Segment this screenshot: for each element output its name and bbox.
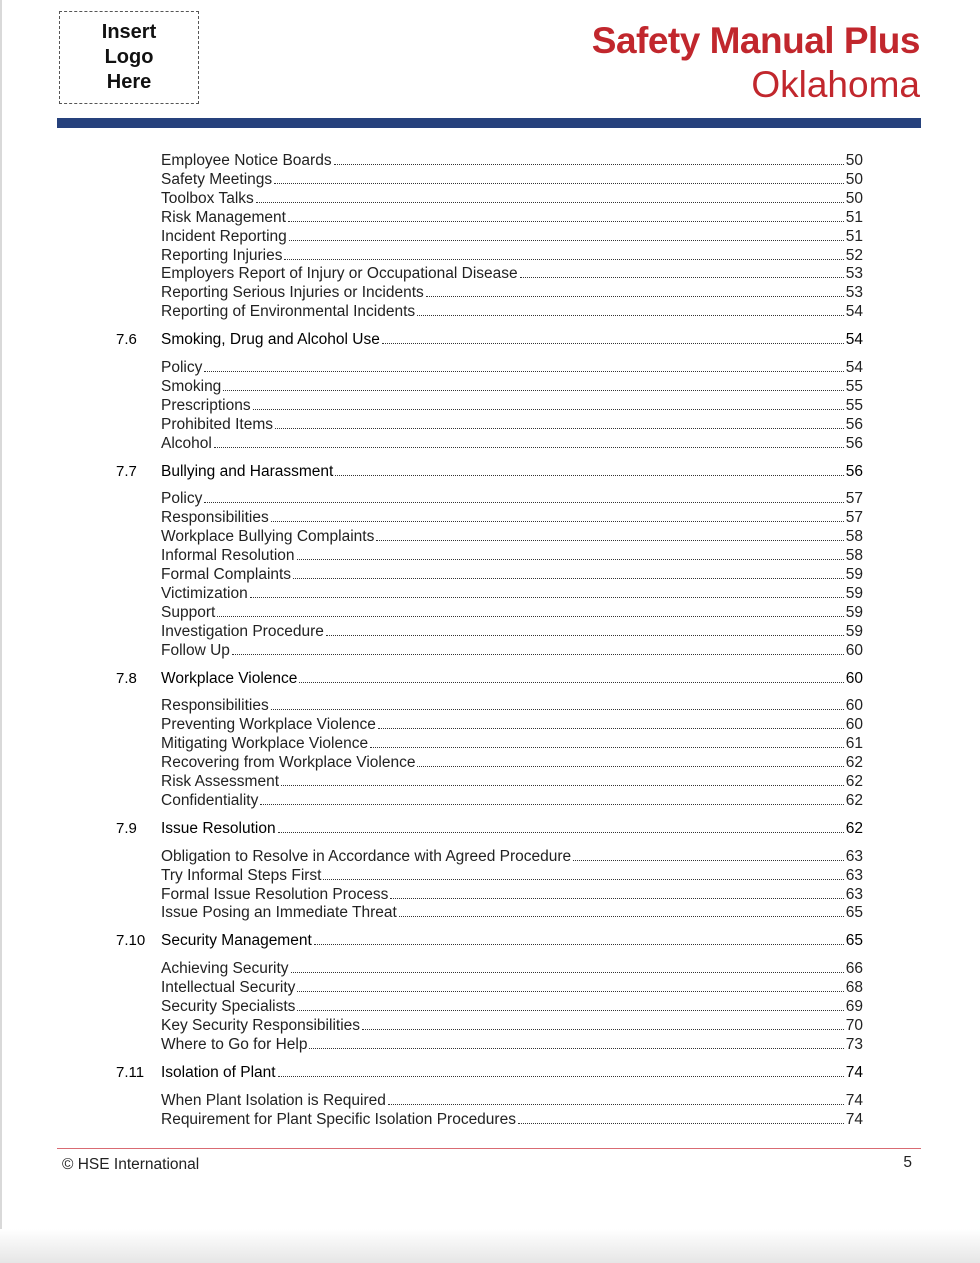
toc-entry-title: Reporting Injuries	[161, 246, 283, 264]
toc-dot-leader	[291, 972, 844, 973]
toc-entry-title: Support	[161, 603, 216, 621]
toc-dot-leader	[271, 521, 844, 522]
toc-entry[interactable]	[161, 245, 863, 265]
toc-entry-page: 57	[845, 509, 863, 527]
toc-entry-page: 59	[845, 622, 863, 640]
toc-entry[interactable]	[161, 207, 863, 227]
toc-dot-leader	[217, 616, 843, 617]
toc-entry-title: Bullying and Harassment	[161, 462, 334, 480]
toc-entry-page: 50	[845, 152, 863, 169]
toc-dot-leader	[214, 447, 844, 448]
toc-entry-page: 74	[845, 1110, 863, 1128]
toc-dot-leader	[382, 343, 844, 344]
toc-entry-title: Workplace Violence	[161, 669, 298, 687]
toc-dot-leader	[289, 240, 844, 241]
toc-entry-page: 52	[845, 246, 863, 264]
toc-dot-leader	[271, 709, 844, 710]
toc-entry[interactable]	[161, 357, 863, 377]
toc-entry[interactable]	[161, 996, 863, 1016]
logo-text-line: Here	[106, 71, 152, 93]
toc-entry[interactable]	[161, 865, 863, 885]
toc-entry[interactable]	[161, 395, 863, 415]
toc-dot-leader	[293, 578, 844, 579]
toc-entry-page: 62	[845, 773, 863, 790]
toc-dot-leader	[253, 409, 844, 410]
toc-entry-title: Smoking, Drug and Alcohol Use	[161, 331, 380, 349]
toc-entry-title: Policy	[161, 490, 203, 508]
logo-placeholder	[59, 11, 199, 104]
toc-entry[interactable]	[161, 1015, 863, 1035]
header-bar	[57, 118, 921, 128]
toc-entry-title: Prescriptions	[161, 396, 251, 414]
toc-dot-leader	[399, 916, 844, 917]
toc-entry-page: 60	[845, 697, 863, 715]
toc-entry-title: Mitigating Workplace Violence	[161, 735, 369, 753]
toc-dot-leader	[297, 991, 843, 992]
toc-entry[interactable]	[161, 902, 863, 922]
toc-section-number: 7.7	[116, 462, 137, 480]
toc-dot-leader	[297, 1010, 843, 1011]
toc-entry-page: 58	[845, 547, 863, 565]
copyright-text: © HSE International	[62, 1156, 200, 1173]
toc-entry[interactable]	[161, 169, 863, 189]
toc-dot-leader	[573, 860, 844, 861]
toc-entry[interactable]	[161, 1090, 863, 1110]
toc-entry-title: Preventing Workplace Violence	[161, 716, 376, 734]
toc-entry[interactable]	[161, 790, 863, 810]
toc-dot-leader	[518, 1123, 844, 1124]
toc-dot-leader	[417, 766, 843, 767]
toc-entry-title: Incident Reporting	[161, 227, 287, 245]
toc-entry-page: 60	[845, 641, 863, 659]
toc-entry-page: 61	[845, 735, 863, 753]
toc-section-number: 7.10	[116, 932, 146, 950]
toc-entry-page: 60	[845, 669, 863, 687]
toc-entry[interactable]	[161, 771, 863, 791]
toc-entry[interactable]	[161, 564, 863, 584]
toc-dot-leader	[335, 475, 843, 476]
toc-dot-leader	[370, 747, 844, 748]
toc-dot-leader	[256, 202, 844, 203]
toc-entry-title: Formal Issue Resolution Process	[161, 885, 389, 903]
toc-entry-page: 60	[845, 716, 863, 734]
document-title: Safety Manual Plus	[591, 20, 920, 61]
toc-entry-title: Smoking	[161, 377, 222, 395]
toc-entry-page: 56	[845, 434, 863, 452]
page-shadow	[0, 1229, 980, 1263]
toc-entry-page: 69	[845, 998, 863, 1015]
toc-entry[interactable]	[161, 376, 863, 396]
toc-dot-leader	[297, 559, 844, 560]
toc-dot-leader	[278, 1076, 844, 1077]
page-number: 5	[903, 1154, 912, 1171]
toc-entry-page: 51	[845, 208, 863, 226]
toc-entry-title: Key Security Responsibilities	[161, 1016, 361, 1034]
toc-entry-page: 70	[845, 1016, 863, 1034]
toc-entry-page: 74	[845, 1063, 863, 1081]
toc-entry-title: Responsibilities	[161, 509, 269, 527]
toc-entry[interactable]	[161, 282, 863, 302]
toc-entry-title: Alcohol	[161, 434, 212, 452]
toc-entry-page: 51	[845, 227, 863, 245]
toc-dot-leader	[376, 540, 843, 541]
toc-section-heading[interactable]	[161, 668, 863, 688]
footer-rule	[57, 1148, 921, 1149]
toc-entry[interactable]	[161, 958, 863, 978]
logo-text-line: Logo	[104, 46, 154, 68]
toc-entry[interactable]	[161, 150, 863, 170]
toc-dot-leader	[250, 597, 844, 598]
toc-entry-page: 65	[845, 904, 863, 922]
toc-dot-leader	[274, 183, 844, 184]
toc-entry[interactable]	[161, 263, 863, 283]
toc-dot-leader	[275, 428, 844, 429]
toc-entry[interactable]	[161, 188, 863, 208]
toc-dot-leader	[299, 682, 843, 683]
toc-dot-leader	[232, 654, 844, 655]
toc-section-heading[interactable]	[161, 818, 863, 838]
toc-entry-title: Intellectual Security	[161, 979, 296, 997]
toc-entry-page: 63	[845, 866, 863, 884]
toc-entry-title: Security Management	[161, 932, 312, 950]
toc-entry-title: Issue Posing an Immediate Threat	[161, 904, 397, 922]
toc-entry-page: 58	[845, 528, 863, 546]
toc-entry-page: 62	[845, 791, 863, 809]
toc-dot-leader	[309, 1048, 843, 1049]
toc-entry[interactable]	[161, 1034, 863, 1054]
toc-entry-title: Security Specialists	[161, 998, 296, 1015]
toc-dot-leader	[281, 785, 844, 786]
toc-entry-title: Achieving Security	[161, 960, 289, 978]
toc-dot-leader	[204, 371, 843, 372]
toc-entry-title: Recovering from Workplace Violence	[161, 754, 416, 772]
toc-entry-page: 59	[845, 584, 863, 602]
toc-entry[interactable]	[161, 640, 863, 660]
toc-dot-leader	[260, 804, 843, 805]
toc-entry[interactable]	[161, 583, 863, 603]
toc-section-heading[interactable]	[161, 930, 863, 950]
toc-section-number: 7.11	[116, 1063, 145, 1081]
toc-dot-leader	[334, 164, 844, 165]
toc-section-heading[interactable]	[161, 461, 863, 481]
toc-dot-leader	[323, 879, 843, 880]
toc-entry-title: Prohibited Items	[161, 415, 273, 433]
toc-entry-page: 50	[845, 189, 863, 207]
document-subtitle: Oklahoma	[751, 64, 920, 105]
toc-dot-leader	[378, 728, 844, 729]
toc-entry-title: Policy	[161, 359, 203, 376]
logo-text-line: Insert	[101, 21, 157, 43]
toc-dot-leader	[426, 296, 844, 297]
toc-entry-title: Responsibilities	[161, 697, 269, 715]
toc-dot-leader	[520, 277, 844, 278]
toc-entry-page: 54	[845, 331, 863, 349]
toc-entry[interactable]	[161, 602, 863, 622]
toc-dot-leader	[288, 221, 844, 222]
toc-entry-title: Investigation Procedure	[161, 622, 324, 640]
toc-section-heading[interactable]	[161, 329, 863, 349]
toc-entry-title: Issue Resolution	[161, 819, 276, 837]
toc-entry[interactable]	[161, 433, 863, 453]
toc-entry-title: Follow Up	[161, 641, 230, 659]
toc-entry-title: Informal Resolution	[161, 547, 295, 565]
toc-entry-title: Workplace Bullying Complaints	[161, 528, 375, 546]
toc-entry-title: When Plant Isolation is Required	[161, 1091, 386, 1109]
toc-entry-page: 63	[845, 847, 863, 865]
toc-entry[interactable]	[161, 301, 863, 321]
toc-entry[interactable]	[161, 695, 863, 715]
toc-section-heading[interactable]	[161, 1062, 863, 1082]
toc-entry-page: 59	[845, 566, 863, 583]
toc-entry-page: 57	[845, 490, 863, 508]
toc-dot-leader	[388, 1104, 844, 1105]
toc-entry-page: 66	[845, 960, 863, 978]
toc-entry[interactable]	[161, 884, 863, 904]
toc-entry-title: Reporting Serious Injuries or Incidents	[161, 284, 424, 302]
toc-section-number: 7.8	[116, 669, 137, 687]
toc-entry-title: Obligation to Resolve in Accordance with Agreed Procedure	[161, 847, 572, 865]
toc-entry-page: 56	[845, 462, 863, 480]
toc-entry-title: Isolation of Plant	[161, 1063, 276, 1081]
toc-entry-page: 73	[845, 1035, 863, 1053]
toc-entry-page: 59	[845, 603, 863, 621]
toc-entry[interactable]	[161, 488, 863, 508]
toc-entry-page: 63	[845, 885, 863, 903]
toc-entry-page: 74	[845, 1091, 863, 1109]
toc-section-number: 7.6	[116, 331, 137, 349]
toc-entry[interactable]	[161, 545, 863, 565]
toc-entry[interactable]	[161, 714, 863, 734]
toc-entry-page: 68	[845, 979, 863, 997]
toc-entry[interactable]	[161, 621, 863, 641]
toc-entry[interactable]	[161, 507, 863, 527]
toc-entry-page: 53	[845, 265, 863, 283]
page-edge	[0, 0, 2, 1263]
toc-entry-page: 55	[845, 396, 863, 414]
toc-entry-title: Risk Assessment	[161, 773, 280, 790]
toc-entry-page: 55	[845, 377, 863, 395]
toc-entry-title: Employee Notice Boards	[161, 152, 332, 169]
toc-dot-leader	[417, 315, 844, 316]
toc-entry-title: Safety Meetings	[161, 170, 273, 188]
toc-entry-title: Reporting of Environmental Incidents	[161, 303, 416, 321]
toc-dot-leader	[314, 944, 844, 945]
toc-entry-title: Try Informal Steps First	[161, 866, 322, 884]
toc-entry[interactable]	[161, 752, 863, 772]
toc-dot-leader	[223, 390, 843, 391]
toc-section-number: 7.9	[116, 819, 137, 837]
toc-dot-leader	[278, 832, 844, 833]
toc-entry-title: Confidentiality	[161, 791, 259, 809]
toc-dot-leader	[204, 502, 843, 503]
toc-entry-title: Formal Complaints	[161, 566, 292, 583]
toc-entry-page: 62	[845, 819, 863, 837]
toc-entry-title: Toolbox Talks	[161, 189, 254, 207]
toc-entry[interactable]	[161, 414, 863, 434]
toc-entry-page: 53	[845, 284, 863, 302]
toc-entry[interactable]	[161, 1109, 863, 1129]
toc-dot-leader	[362, 1029, 844, 1030]
toc-dot-leader	[326, 635, 844, 636]
toc-entry-page: 54	[845, 303, 863, 321]
toc-entry-page: 54	[845, 359, 863, 376]
toc-entry[interactable]	[161, 226, 863, 246]
toc-entry-page: 62	[845, 754, 863, 772]
toc-entry-page: 50	[845, 170, 863, 188]
toc-entry[interactable]	[161, 526, 863, 546]
toc-entry-title: Risk Management	[161, 208, 286, 226]
toc-entry-title: Victimization	[161, 584, 248, 602]
toc-dot-leader	[284, 259, 843, 260]
toc-entry-title: Where to Go for Help	[161, 1035, 308, 1053]
toc-entry-page: 56	[845, 415, 863, 433]
toc-entry-title: Requirement for Plant Specific Isolation Procedures	[161, 1110, 516, 1128]
toc-entry-title: Employers Report of Injury or Occupational Disease	[161, 265, 518, 283]
toc-dot-leader	[390, 898, 843, 899]
toc-entry[interactable]	[161, 846, 863, 866]
toc-entry-page: 65	[845, 932, 863, 950]
toc-entry[interactable]	[161, 977, 863, 997]
toc-entry[interactable]	[161, 733, 863, 753]
